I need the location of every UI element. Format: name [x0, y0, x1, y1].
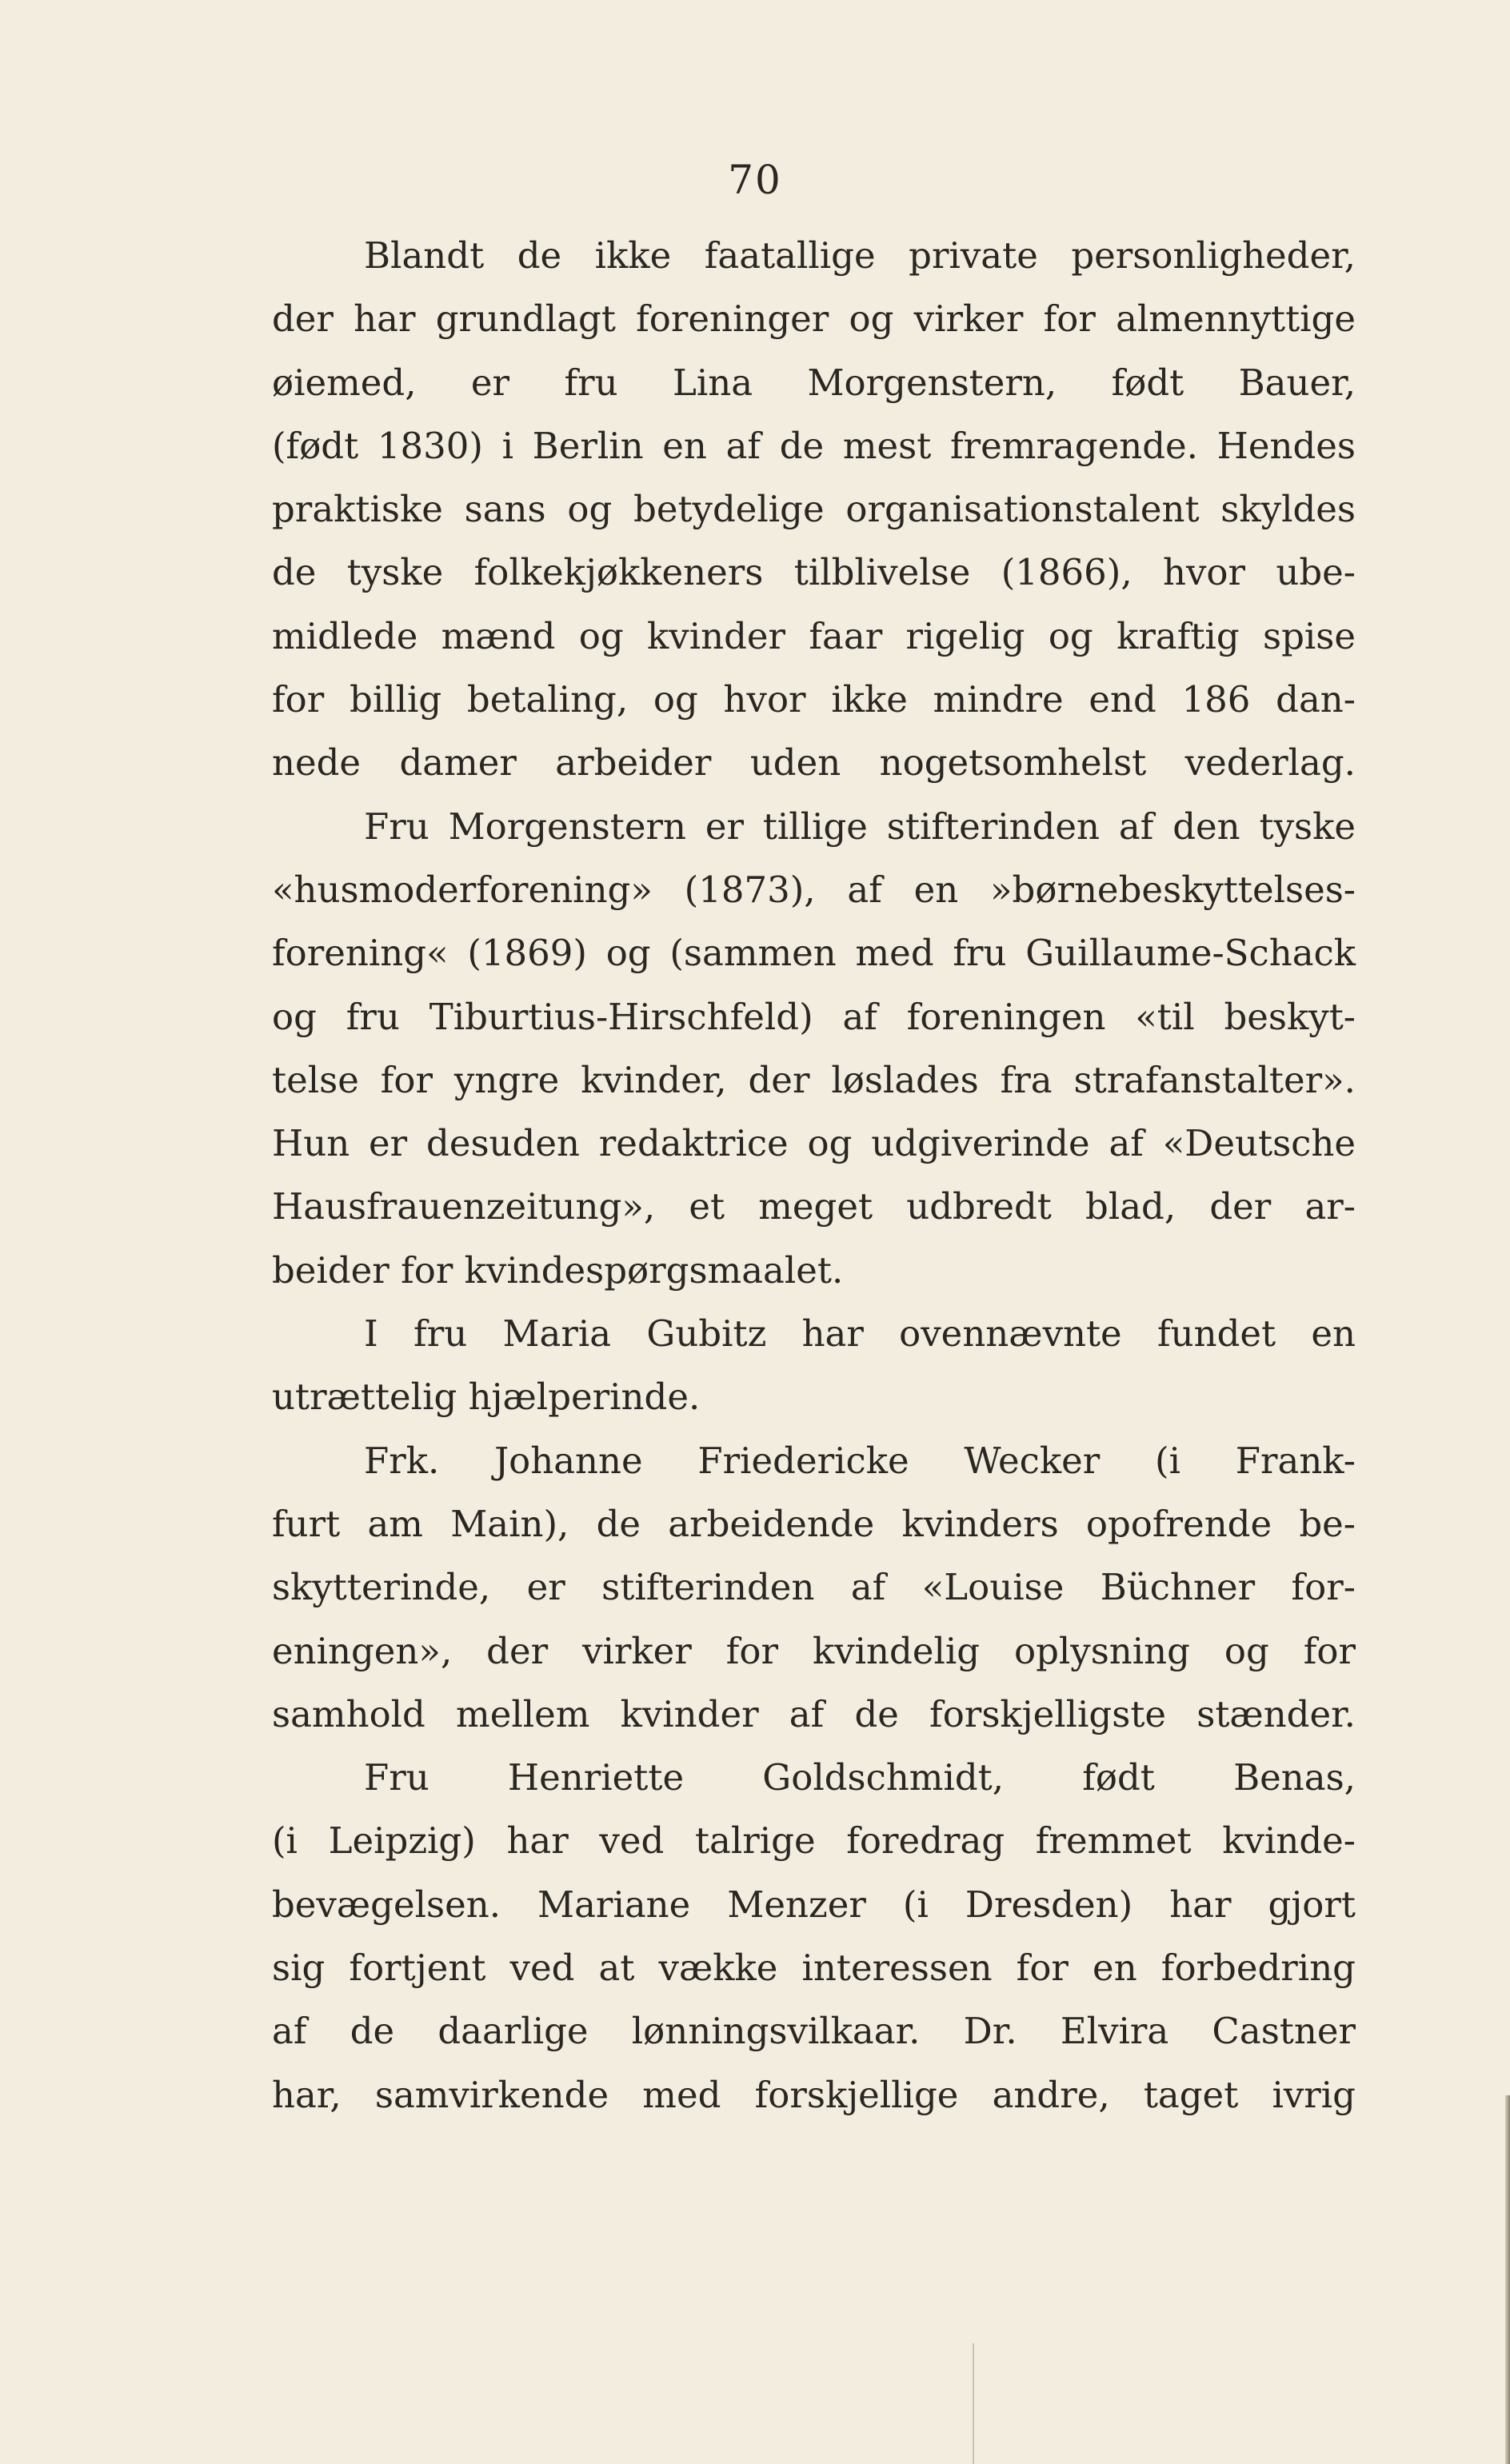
text-line: samhold mellem kvinder af de forskjelligste stænder.	[272, 1692, 1356, 1735]
text-line: beider for kvindespørgsmaalet.	[272, 1248, 844, 1292]
text-line: der har grundlagt foreninger og virker for almennyttige	[272, 298, 1356, 341]
text-line: øiemed, er fru Lina Morgenstern, født Bauer,	[272, 361, 1356, 404]
body-text	[272, 224, 1356, 2127]
text-line: af de daarlige lønningsvilkaar. Dr. Elvira Castner	[272, 2010, 1356, 2053]
text-line: utrættelig hjælperinde.	[272, 1376, 701, 1419]
text-line: eningen», der virker for kvindelig oplysning og for	[272, 1629, 1356, 1672]
text-line: Fru Henriette Goldschmidt, født Benas,	[364, 1756, 1356, 1799]
text-line: forening« (1869) og (sammen med fru Guillaume-Schack	[272, 932, 1356, 975]
text-line: telse for yngre kvinder, der løslades fra strafanstalter».	[272, 1058, 1356, 1101]
text-line: Fru Morgenstern er tillige stifterinden af den tyske	[364, 805, 1356, 848]
text-line: har, samvirkende med forskjellige andre, taget ivrig	[272, 2073, 1356, 2116]
text-line: (født 1830) i Berlin en af de mest fremragende. Hendes	[272, 424, 1356, 467]
text-line: de tyske folkekjøkkeners tilblivelse (1866), hvor ube-	[272, 551, 1356, 594]
text-line: Hausfrauenzeitung», et meget udbredt blad, der ar-	[272, 1185, 1356, 1228]
text-line: Frk. Johanne Friedericke Wecker (i Frank-	[364, 1439, 1356, 1482]
text-line: Hun er desuden redaktrice og udgiverinde af «Deutsche	[272, 1122, 1356, 1165]
text-line: furt am Main), de arbeidende kvinders opofrende be-	[272, 1502, 1356, 1545]
text-line: praktiske sans og betydelige organisationstalent skyldes	[272, 488, 1356, 531]
page-number: 70	[728, 157, 782, 203]
text-line: for billig betaling, og hvor ikke mindre end 186 dan-	[272, 678, 1356, 721]
text-line: bevægelsen. Mariane Menzer (i Dresden) har gjort	[272, 1883, 1356, 1926]
text-line: sig fortjent ved at vække interessen for en forbedring	[272, 1947, 1356, 1990]
page-edge	[1505, 2095, 1510, 2464]
text-line: Blandt de ikke faatallige private personligheder,	[364, 234, 1356, 277]
text-line: (i Leipzig) har ved talrige foredrag fremmet kvinde-	[272, 1819, 1356, 1863]
scan-mark	[973, 2343, 974, 2464]
text-line: skytterinde, er stifterinden af «Louise Büchner for-	[272, 1566, 1356, 1609]
text-line: I fru Maria Gubitz har ovennævnte fundet en	[364, 1312, 1356, 1356]
text-line: og fru Tiburtius-Hirschfeld) af foreningen «til beskyt-	[272, 995, 1356, 1038]
text-line: nede damer arbeider uden nogetsomhelst vederlag.	[272, 741, 1356, 785]
text-line: «husmoderforening» (1873), af en »børnebeskyttelses-	[272, 868, 1356, 911]
text-line: midlede mænd og kvinder faar rigelig og kraftig spise	[272, 614, 1356, 657]
